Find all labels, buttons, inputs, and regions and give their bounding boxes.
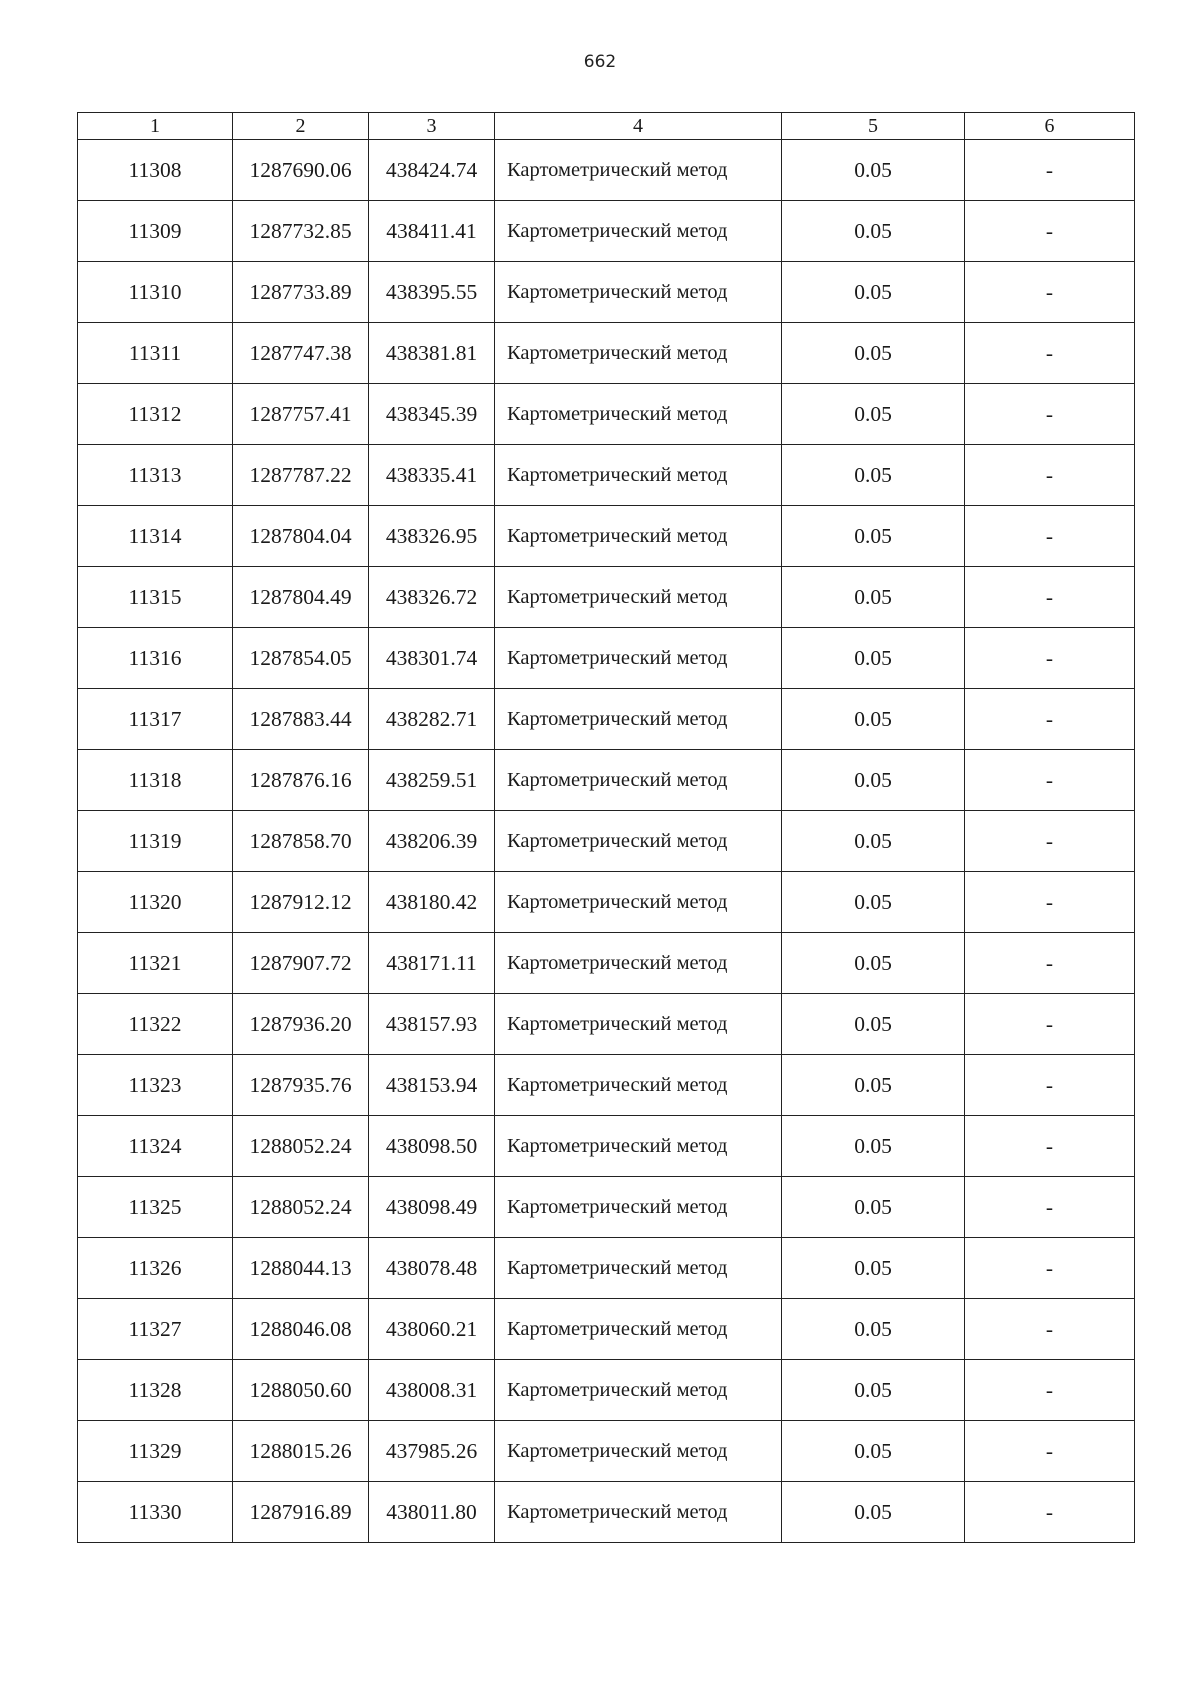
accuracy-cell: 0.05: [782, 262, 965, 323]
accuracy-cell: 0.05: [782, 1116, 965, 1177]
accuracy-cell: 0.05: [782, 567, 965, 628]
note-cell: -: [965, 872, 1135, 933]
note-cell: -: [965, 1055, 1135, 1116]
y-coordinate-cell: 438424.74: [369, 140, 495, 201]
y-coordinate-cell: 438282.71: [369, 689, 495, 750]
point-number-cell: 11315: [78, 567, 233, 628]
x-coordinate-cell: 1288050.60: [233, 1360, 369, 1421]
column-header-3: 3: [369, 113, 495, 140]
method-cell: Картометрический метод: [495, 689, 782, 750]
accuracy-cell: 0.05: [782, 1360, 965, 1421]
note-cell: -: [965, 689, 1135, 750]
method-cell: Картометрический метод: [495, 1421, 782, 1482]
column-header-5: 5: [782, 113, 965, 140]
y-coordinate-cell: 438060.21: [369, 1299, 495, 1360]
x-coordinate-cell: 1287936.20: [233, 994, 369, 1055]
note-cell: -: [965, 811, 1135, 872]
x-coordinate-cell: 1287912.12: [233, 872, 369, 933]
table-row: [78, 1055, 1135, 1116]
note-cell: -: [965, 1360, 1135, 1421]
point-number-cell: 11326: [78, 1238, 233, 1299]
x-coordinate-cell: 1287907.72: [233, 933, 369, 994]
y-coordinate-cell: 438411.41: [369, 201, 495, 262]
note-cell: -: [965, 750, 1135, 811]
y-coordinate-cell: 438326.72: [369, 567, 495, 628]
x-coordinate-cell: 1287916.89: [233, 1482, 369, 1543]
point-number-cell: 11312: [78, 384, 233, 445]
method-cell: Картометрический метод: [495, 1177, 782, 1238]
accuracy-cell: 0.05: [782, 140, 965, 201]
method-cell: Картометрический метод: [495, 262, 782, 323]
table-row: [78, 506, 1135, 567]
table-row: [78, 567, 1135, 628]
method-cell: Картометрический метод: [495, 933, 782, 994]
table-row: [78, 811, 1135, 872]
x-coordinate-cell: 1287733.89: [233, 262, 369, 323]
point-number-cell: 11327: [78, 1299, 233, 1360]
table-row: [78, 628, 1135, 689]
accuracy-cell: 0.05: [782, 201, 965, 262]
method-cell: Картометрический метод: [495, 811, 782, 872]
accuracy-cell: 0.05: [782, 506, 965, 567]
x-coordinate-cell: 1287732.85: [233, 201, 369, 262]
table-row: [78, 994, 1135, 1055]
y-coordinate-cell: 438326.95: [369, 506, 495, 567]
method-cell: Картометрический метод: [495, 384, 782, 445]
table-row: [78, 1482, 1135, 1543]
note-cell: -: [965, 628, 1135, 689]
method-cell: Картометрический метод: [495, 445, 782, 506]
table-body: [78, 140, 1135, 1543]
method-cell: Картометрический метод: [495, 1055, 782, 1116]
x-coordinate-cell: 1288046.08: [233, 1299, 369, 1360]
note-cell: -: [965, 384, 1135, 445]
x-coordinate-cell: 1287935.76: [233, 1055, 369, 1116]
note-cell: -: [965, 1238, 1135, 1299]
point-number-cell: 11325: [78, 1177, 233, 1238]
point-number-cell: 11330: [78, 1482, 233, 1543]
coordinates-table: [77, 112, 1135, 1543]
table-row: [78, 1299, 1135, 1360]
table-row: [78, 1360, 1135, 1421]
x-coordinate-cell: 1288015.26: [233, 1421, 369, 1482]
table-row: [78, 384, 1135, 445]
column-header-4: 4: [495, 113, 782, 140]
method-cell: Картометрический метод: [495, 1299, 782, 1360]
table-row: [78, 201, 1135, 262]
method-cell: Картометрический метод: [495, 1360, 782, 1421]
point-number-cell: 11328: [78, 1360, 233, 1421]
method-cell: Картометрический метод: [495, 994, 782, 1055]
accuracy-cell: 0.05: [782, 1421, 965, 1482]
point-number-cell: 11308: [78, 140, 233, 201]
table-row: [78, 1238, 1135, 1299]
accuracy-cell: 0.05: [782, 323, 965, 384]
x-coordinate-cell: 1288052.24: [233, 1177, 369, 1238]
x-coordinate-cell: 1287858.70: [233, 811, 369, 872]
point-number-cell: 11319: [78, 811, 233, 872]
method-cell: Картометрический метод: [495, 140, 782, 201]
table-row: [78, 262, 1135, 323]
accuracy-cell: 0.05: [782, 872, 965, 933]
y-coordinate-cell: 438301.74: [369, 628, 495, 689]
table-row: [78, 750, 1135, 811]
y-coordinate-cell: 438259.51: [369, 750, 495, 811]
y-coordinate-cell: 438098.50: [369, 1116, 495, 1177]
y-coordinate-cell: 438171.11: [369, 933, 495, 994]
point-number-cell: 11318: [78, 750, 233, 811]
method-cell: Картометрический метод: [495, 323, 782, 384]
y-coordinate-cell: 438335.41: [369, 445, 495, 506]
y-coordinate-cell: 438381.81: [369, 323, 495, 384]
point-number-cell: 11314: [78, 506, 233, 567]
x-coordinate-cell: 1288044.13: [233, 1238, 369, 1299]
x-coordinate-cell: 1287747.38: [233, 323, 369, 384]
page-number: 662: [583, 52, 617, 72]
note-cell: -: [965, 1482, 1135, 1543]
accuracy-cell: 0.05: [782, 384, 965, 445]
y-coordinate-cell: 438180.42: [369, 872, 495, 933]
note-cell: -: [965, 994, 1135, 1055]
accuracy-cell: 0.05: [782, 1299, 965, 1360]
method-cell: Картометрический метод: [495, 750, 782, 811]
method-cell: Картометрический метод: [495, 1116, 782, 1177]
y-coordinate-cell: 438206.39: [369, 811, 495, 872]
point-number-cell: 11321: [78, 933, 233, 994]
note-cell: -: [965, 201, 1135, 262]
header-row: [78, 113, 1135, 140]
note-cell: -: [965, 1299, 1135, 1360]
column-header-1: 1: [78, 113, 233, 140]
accuracy-cell: 0.05: [782, 445, 965, 506]
y-coordinate-cell: 438157.93: [369, 994, 495, 1055]
y-coordinate-cell: 438098.49: [369, 1177, 495, 1238]
note-cell: -: [965, 1116, 1135, 1177]
x-coordinate-cell: 1287690.06: [233, 140, 369, 201]
table-row: [78, 689, 1135, 750]
column-header-2: 2: [233, 113, 369, 140]
accuracy-cell: 0.05: [782, 1482, 965, 1543]
y-coordinate-cell: 438153.94: [369, 1055, 495, 1116]
point-number-cell: 11311: [78, 323, 233, 384]
accuracy-cell: 0.05: [782, 689, 965, 750]
column-header-6: 6: [965, 113, 1135, 140]
note-cell: -: [965, 1421, 1135, 1482]
accuracy-cell: 0.05: [782, 933, 965, 994]
y-coordinate-cell: 438008.31: [369, 1360, 495, 1421]
accuracy-cell: 0.05: [782, 1177, 965, 1238]
x-coordinate-cell: 1287804.49: [233, 567, 369, 628]
y-coordinate-cell: 438345.39: [369, 384, 495, 445]
method-cell: Картометрический метод: [495, 201, 782, 262]
note-cell: -: [965, 933, 1135, 994]
point-number-cell: 11324: [78, 1116, 233, 1177]
point-number-cell: 11313: [78, 445, 233, 506]
accuracy-cell: 0.05: [782, 1238, 965, 1299]
x-coordinate-cell: 1287883.44: [233, 689, 369, 750]
accuracy-cell: 0.05: [782, 750, 965, 811]
y-coordinate-cell: 438011.80: [369, 1482, 495, 1543]
x-coordinate-cell: 1287804.04: [233, 506, 369, 567]
table-row: [78, 445, 1135, 506]
accuracy-cell: 0.05: [782, 1055, 965, 1116]
point-number-cell: 11317: [78, 689, 233, 750]
point-number-cell: 11322: [78, 994, 233, 1055]
point-number-cell: 11310: [78, 262, 233, 323]
table-row: [78, 140, 1135, 201]
method-cell: Картометрический метод: [495, 628, 782, 689]
note-cell: -: [965, 262, 1135, 323]
y-coordinate-cell: 437985.26: [369, 1421, 495, 1482]
method-cell: Картометрический метод: [495, 1482, 782, 1543]
point-number-cell: 11316: [78, 628, 233, 689]
method-cell: Картометрический метод: [495, 506, 782, 567]
table-row: [78, 1116, 1135, 1177]
note-cell: -: [965, 445, 1135, 506]
x-coordinate-cell: 1287854.05: [233, 628, 369, 689]
table-row: [78, 933, 1135, 994]
table-row: [78, 872, 1135, 933]
accuracy-cell: 0.05: [782, 994, 965, 1055]
x-coordinate-cell: 1287787.22: [233, 445, 369, 506]
x-coordinate-cell: 1288052.24: [233, 1116, 369, 1177]
table-row: [78, 1177, 1135, 1238]
note-cell: -: [965, 323, 1135, 384]
point-number-cell: 11320: [78, 872, 233, 933]
x-coordinate-cell: 1287757.41: [233, 384, 369, 445]
table-row: [78, 1421, 1135, 1482]
note-cell: -: [965, 1177, 1135, 1238]
accuracy-cell: 0.05: [782, 628, 965, 689]
method-cell: Картометрический метод: [495, 567, 782, 628]
y-coordinate-cell: 438078.48: [369, 1238, 495, 1299]
point-number-cell: 11309: [78, 201, 233, 262]
note-cell: -: [965, 506, 1135, 567]
method-cell: Картометрический метод: [495, 1238, 782, 1299]
table-row: [78, 323, 1135, 384]
method-cell: Картометрический метод: [495, 872, 782, 933]
accuracy-cell: 0.05: [782, 811, 965, 872]
point-number-cell: 11329: [78, 1421, 233, 1482]
point-number-cell: 11323: [78, 1055, 233, 1116]
note-cell: -: [965, 567, 1135, 628]
y-coordinate-cell: 438395.55: [369, 262, 495, 323]
note-cell: -: [965, 140, 1135, 201]
x-coordinate-cell: 1287876.16: [233, 750, 369, 811]
